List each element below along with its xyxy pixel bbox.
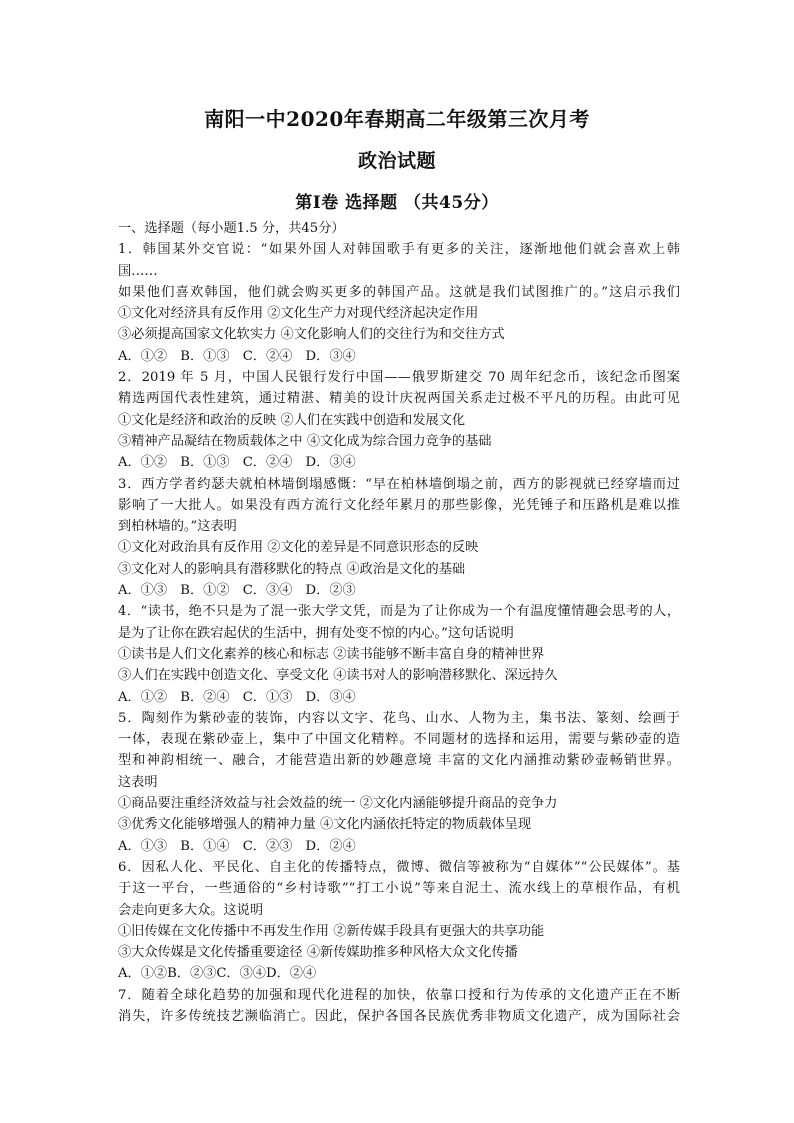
question-body [118,218,680,1027]
option-line: ①文化对经济具有反作用 ②文化生产力对现代经济起决定作用 [118,306,479,322]
question-stem: 2．2019 年 5 月，中国人民银行发行中国——俄罗斯建交 70 周年纪念币，该纪念币图案 [118,370,680,386]
question-stem: 精选两国代表性建筑，通过精湛、精美的设计庆祝两国关系走过极不平凡的历程。由此可见 [118,391,680,407]
answer-choices: A．①③ B．①② C．③④ D．②③ [118,583,356,599]
question-stem: 消失，许多传统技艺濒临消亡。因此，保护各国各民族优秀非物质文化遗产，成为国际社会 [118,1008,680,1024]
option-line: ③人们在实践中创造文化、享受文化 ④读书对人的影响潜移默化、深远持久 [118,668,558,684]
question-stem: 是为了让你在跌宕起伏的生活中，拥有处变不惊的内心。”这句话说明 [118,625,514,641]
exam-title: 南阳一中2020年春期高二年级第三次月考 [204,107,590,131]
option-line: ①文化是经济和政治的反映 ②人们在实践中创造和发展文化 [118,412,466,428]
subject-title: 政治试题 [357,150,436,172]
question-stem: 1．韩国某外交官说：“如果外国人对韩国歌手有更多的关注，逐渐地他们就会喜欢上韩 [118,242,680,258]
question-stem: 5．陶刻作为紫砂壶的装饰，内容以文字、花鸟、山水、人物为主，集书法、篆刻、绘画于 [118,710,680,726]
question-stem: 如果他们喜欢韩国，他们就会购买更多的韩国产品。这就是我们试图推广的。”这启示我们 [118,284,680,300]
option-line: ③优秀文化能够增强人的精神力量 ④文化内涵依托特定的物质载体呈现 [118,817,532,833]
question-stem: 到柏林墙的。”这表明 [118,519,237,535]
option-line: ①文化对政治具有反作用 ②文化的差异是不同意识形态的反映 [118,540,479,556]
question-stem: 6．因私人化、平民化、自主化的传播特点，微博、微信等被称为“自媒体”“公民媒体”。基 [118,859,680,875]
answer-choices: A．①② B．②④ C．①③ D．③④ [118,689,356,705]
answer-choices: A．①② B．①③ C．②④ D．③④ [118,348,356,364]
question-stem: 4．“读书，绝不只是为了混一张大学文凭，而是为了让你成为一个有温度懂情趣会思考的人， [118,604,680,620]
question-stem: 7．随着全球化趋势的加强和现代化进程的加快，依靠口授和行为传承的文化遗产正在不断 [118,987,680,1003]
option-line: ①旧传媒在文化传播中不再发生作用 ②新传媒手段具有更强大的共享功能 [118,923,545,939]
option-line: ①商品要注重经济效益与社会效益的统一 ②文化内涵能够提升商品的竞争力 [118,796,558,812]
question-stem: 于这一平台，一些通俗的“乡村诗歌”“打工小说”等来自泥土、流水线上的草根作品，有机 [118,881,680,897]
question-stem: 3．西方学者约瑟夫就柏林墙倒塌感慨：“早在柏林墙倒塌之前，西方的影视就已经穿墙而过 [118,476,680,492]
option-line: ③文化对人的影响具有潜移默化的特点 ④政治是文化的基础 [118,561,466,577]
section-heading: 一、选择题（每小题1.5 分，共45分） [118,221,345,236]
section-title: 第Ⅰ卷 选择题 （共45分） [295,193,499,213]
question-stem: 一体，表现在紫砂壶上，集中了中国文化精粹。不同题材的选择和运用，需要与紫砂壶的造 [118,732,680,748]
question-stem: 型和神韵相统一、融合，才能营造出新的妙趣意境 丰富的文化内涵推动紫砂壶畅销世界。 [118,753,680,769]
question-stem: 会走向更多大众。这说明 [118,902,264,918]
answer-choices: A．①③ B．①④ C．②③ D．②④ [118,838,356,854]
option-line: ③必须提高国家文化软实力 ④文化影响人们的交往行为和交往方式 [118,327,505,343]
question-stem: 影响了一大批人。如果没有西方流行文化经年累月的那些影像，光凭锤子和压路机是难以推 [118,497,680,513]
option-line: ③大众传媒是文化传播重要途径 ④新传媒助推多种风格大众文化传播 [118,945,518,961]
answer-choices: A．①②B．②③C．③④D．②④ [118,966,317,982]
option-line: ③精神产品凝结在物质载体之中 ④文化成为综合国力竞争的基础 [118,433,492,449]
question-stem: 国…… [118,263,158,279]
question-stem: 这表明 [118,774,158,790]
answer-choices: A．①② B．①③ C．②④ D．③④ [118,455,356,471]
option-line: ①读书是人们文化素养的核心和标志 ②读书能够不断丰富自身的精神世界 [118,646,545,662]
